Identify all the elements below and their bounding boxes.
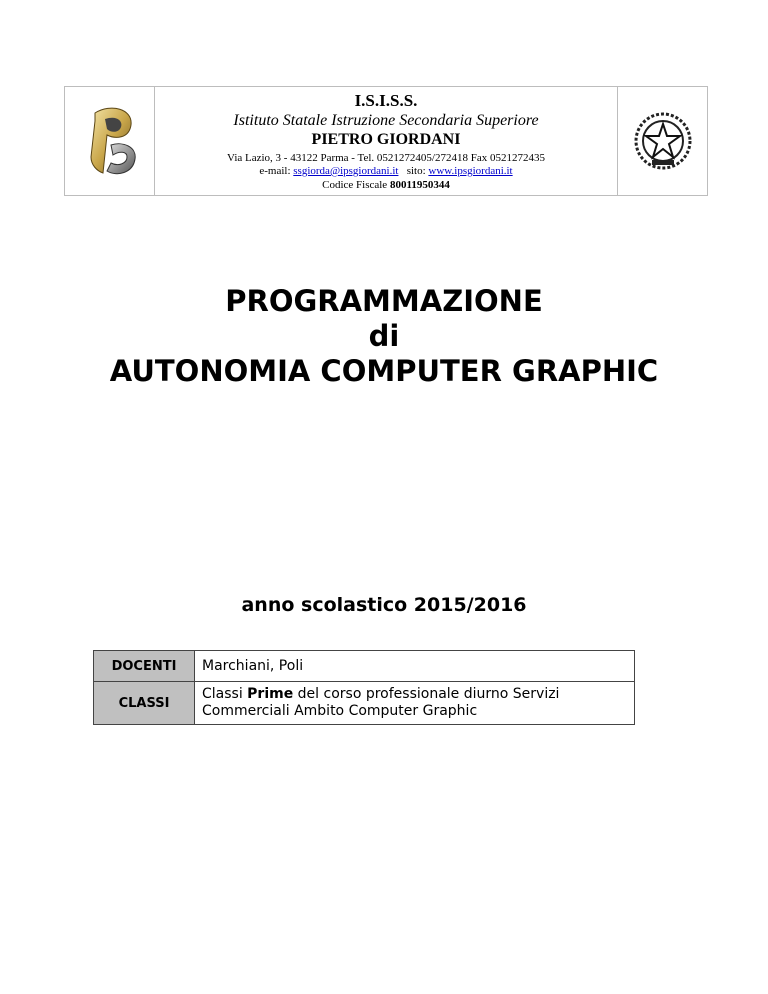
school-year: anno scolastico 2015/2016 — [241, 594, 527, 616]
docenti-value: Marchiani, Poli — [195, 651, 635, 682]
fiscal-code-value: 80011950344 — [389, 179, 450, 191]
site-label: sito: — [406, 165, 426, 177]
classi-value — [195, 682, 635, 725]
table-row-docenti — [94, 651, 635, 682]
school-logo-cell — [65, 87, 155, 195]
letterhead — [64, 86, 708, 196]
title-line-1: PROGRAMMAZIONE — [225, 284, 543, 318]
title-line-3: AUTONOMIA COMPUTER GRAPHIC — [109, 354, 659, 388]
classi-text-post: del corso professionale diurno Servizi Commerciali Ambito Computer Graphic — [202, 686, 560, 719]
institute-acronym: I.S.I.S.S. — [354, 91, 418, 110]
classi-text-bold: Prime — [247, 686, 294, 702]
fiscal-code — [155, 178, 617, 192]
info-table — [93, 650, 635, 725]
contact-line — [155, 165, 617, 178]
document-title — [0, 284, 768, 389]
italian-republic-emblem-icon — [632, 110, 694, 172]
title-line-2: di — [368, 319, 400, 353]
institute-full-name: Istituto Statale Istruzione Secondaria Superiore — [233, 112, 539, 129]
school-name: PIETRO GIORDANI — [311, 131, 461, 148]
table-row-classi — [94, 682, 635, 725]
classi-text-pre: Classi — [202, 686, 248, 702]
fiscal-code-label: Codice Fiscale — [322, 179, 388, 191]
institute-address: Via Lazio, 3 - 43122 Parma - Tel. 0521272405/272418 Fax 0521272435 — [227, 152, 545, 164]
email-label: e-mail: — [259, 165, 291, 177]
classi-label: CLASSI — [94, 682, 195, 725]
site-link[interactable]: www.ipsgiordani.it — [428, 165, 513, 177]
emblem-cell — [617, 87, 707, 195]
institute-info — [155, 87, 617, 195]
school-logo-icon — [77, 101, 143, 181]
docenti-label: DOCENTI — [94, 651, 195, 682]
email-link[interactable]: ssgiorda@ipsgiordani.it — [293, 165, 399, 177]
